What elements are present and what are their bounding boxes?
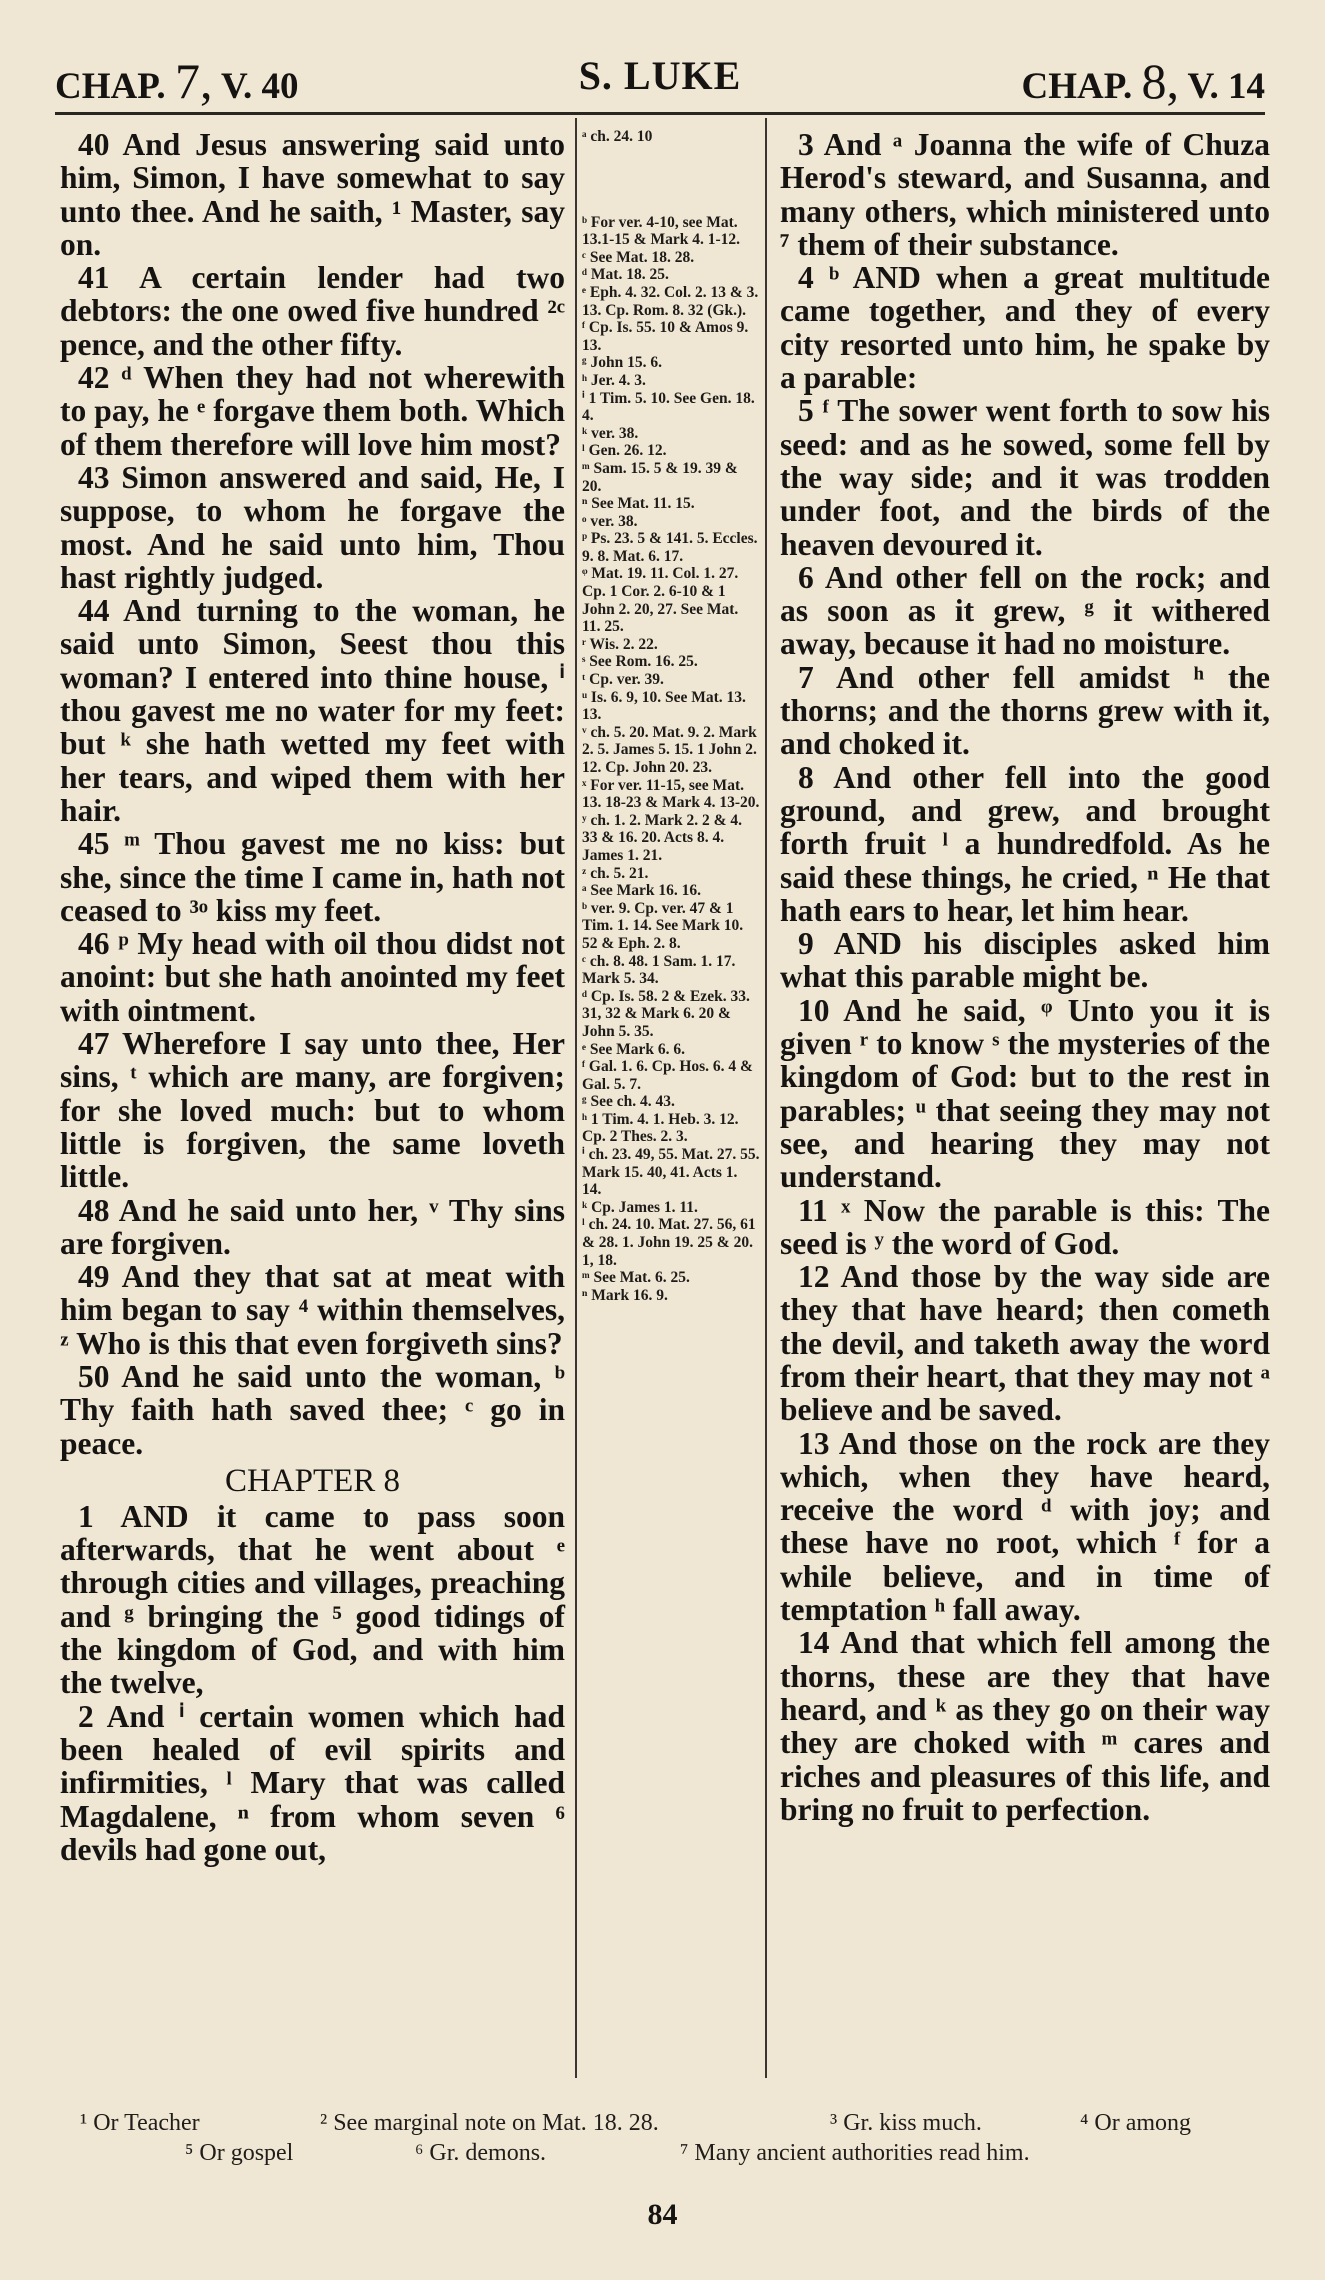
verse: 50 And he said unto the woman, ᵇ Thy faith hath saved thee; ᶜ go in peace. — [60, 1358, 565, 1461]
cross-reference — [582, 163, 760, 180]
cross-reference: ᵒ ver. 38. — [582, 512, 638, 530]
cross-reference: ᶻ ch. 5. 21. — [582, 864, 649, 882]
footnote-5: ⁵ Or gospel — [185, 2140, 294, 2166]
verse: 8 And other fell into the good ground, and grew, and brought forth fruit ˡ a hundredfold. As he said these things, he cried, ⁿ He that hath ears to hear, let him hear. — [780, 759, 1270, 928]
cross-reference: ⁱ ch. 23. 49, 55. Mat. 27. 55. Mark 15. 40, 41. Acts 1. 14. — [582, 1146, 760, 1199]
cross-reference — [582, 197, 760, 214]
left-text-column — [60, 128, 565, 1866]
footnote-6: ⁶ Gr. demons. — [415, 2140, 547, 2166]
cross-reference: ᶜ ch. 8. 48. 1 Sam. 1. 17. Mark 5. 34. — [582, 952, 736, 988]
cross-reference: ˡ ch. 24. 10. Mat. 27. 56, 61 & 28. 1. John 19. 25 & 20. 1, 18. — [582, 1216, 756, 1269]
cross-reference: ᵗ Cp. ver. 39. — [582, 671, 664, 689]
cross-reference: ˡ Gen. 26. 12. — [582, 442, 667, 460]
cross-reference: ᵐ See Mat. 6. 25. — [582, 1269, 690, 1287]
cross-reference: ᵏ ver. 38. — [582, 424, 639, 442]
verse: 14 And that which fell among the thorns, these are they that have heard, and ᵏ as they go on their way they are choked with ᵐ cares and riches and pleasures of this life, and bring no fruit to perfection. — [780, 1625, 1270, 1827]
cross-reference: ᶠ Gal. 1. 6. Cp. Hos. 6. 4 & Gal. 5. 7. — [582, 1058, 753, 1093]
cross-reference: ⁱ 1 Tim. 5. 10. See Gen. 18. 4. — [582, 389, 755, 425]
header-left-chapter: 7, — [174, 53, 213, 109]
header-right-chapter: 8, — [1141, 53, 1179, 109]
cross-reference — [582, 146, 760, 163]
verse: 40 And Jesus answering said unto him, Simon, I have somewhat to say unto thee. And he saith, ¹ Master, say on. — [60, 127, 565, 262]
verse: 5 ᶠ The sower went forth to sow his seed: and as he sowed, some fell by the way side; and it was trodden under foot, and the birds of the heaven devoured it. — [780, 393, 1270, 562]
column-divider-left — [575, 118, 577, 2078]
verse: 49 And they that sat at meat with him began to say ⁴ within themselves, ᶻ Who is this that even forgiveth sins? — [60, 1259, 565, 1361]
footnote-row-2 — [70, 2138, 1260, 2168]
verse: 3 And ᵃ Joanna the wife of Chuza Herod's steward, and Susanna, and many others, which ministered unto ⁷ them of their substance. — [780, 127, 1270, 262]
cross-reference: ʰ 1 Tim. 4. 1. Heb. 3. 12. Cp. 2 Thes. 2. 3. — [582, 1110, 739, 1146]
cross-reference: ᵖ Ps. 23. 5 & 141. 5. Eccles. 9. 8. Mat. 6. 17. — [582, 530, 758, 565]
verse: 48 And he said unto her, ᵛ Thy sins are forgiven. — [60, 1192, 565, 1261]
cross-reference: ˣ For ver. 11-15, see Mat. 13. 18-23 & Mark 4. 13-20. — [582, 776, 760, 812]
cross-reference: ᵉ Eph. 4. 32. Col. 2. 13 & 3. 13. Cp. Rom. 8. 32 (Gk.). — [582, 283, 759, 319]
header-left-prefix: CHAP. — [55, 66, 166, 107]
verse: 47 Wherefore I say unto thee, Her sins, ᵗ which are many, are forgiven; for she loved much: but to whom little is forgiven, the same loveth little. — [60, 1026, 565, 1195]
verse: 7 And other fell amidst ʰ the thorns; and the thorns grew with it, and choked it. — [780, 659, 1270, 762]
verse: 11 ˣ Now the parable is this: The seed is ʸ the word of God. — [780, 1192, 1270, 1261]
header-rule — [55, 112, 1265, 115]
footnote-row-1 — [70, 2108, 1260, 2138]
header-right-prefix: CHAP. — [1021, 66, 1133, 107]
cross-reference-column — [582, 128, 760, 1304]
header-left-verse: V. 40 — [221, 66, 299, 107]
book-title: S. LUKE — [578, 53, 742, 98]
verse: 45 ᵐ Thou gavest me no kiss: but she, since the time I came in, hath not ceased to ³ᵒ kiss my feet. — [60, 826, 565, 928]
cross-reference: ᵐ Sam. 15. 5 & 19. 39 & 20. — [582, 459, 738, 495]
cross-reference: ᵃ See Mark 16. 16. — [582, 882, 702, 900]
chapter-heading: CHAPTER 8 — [224, 1462, 401, 1499]
running-header — [55, 52, 1265, 108]
verse: 1 AND it came to pass soon afterwards, that he went about ᵉ through cities and villages, preaching and ᵍ bringing the ⁵ good tidings of the kingdom of God, and with him the twelve, — [60, 1498, 565, 1701]
cross-reference: ᵈ Mat. 18. 25. — [582, 266, 669, 284]
cross-reference: ʸ ch. 1. 2. Mark 2. 2 & 4. 33 & 16. 20. Acts 8. 4. James 1. 21. — [582, 811, 743, 864]
verse: 12 And those by the way side are they that have heard; then cometh the devil, and taketh away the word from their heart, that they may not ᵃ believe and be saved. — [780, 1259, 1270, 1428]
cross-reference: ᵉ See Mark 6. 6. — [582, 1040, 686, 1058]
cross-reference: ⁿ See Mat. 11. 15. — [582, 495, 695, 513]
cross-reference: ᶠ Cp. Is. 55. 10 & Amos 9. 13. — [582, 319, 749, 354]
verse: 10 And he said, ᵠ Unto you it is given ʳ to know ˢ the mysteries of the kingdom of God: but to the rest in parables; ᵘ that seeing they may not see, and hearing they may not understand. — [780, 992, 1270, 1195]
footnote-3: ³ Gr. kiss much. — [830, 2110, 982, 2136]
cross-reference — [582, 180, 760, 197]
cross-reference: ᶜ See Mat. 18. 28. — [582, 248, 695, 266]
verse: 4 ᵇ AND when a great multitude came together, and they of every city resorted unto him, he spake by a parable: — [780, 260, 1270, 396]
verse: 13 And those on the rock are they which, when they have heard, receive the word ᵈ with joy; and these have no root, which ᶠ for a while believe, and in time of temptation ʰ fall away. — [780, 1425, 1270, 1628]
verse: 2 And ⁱ certain women which had been healed of evil spirits and infirmities, ˡ Mary that was called Magdalene, ⁿ from whom seven ⁶ devils had gone out, — [60, 1698, 565, 1867]
cross-reference: ᵍ John 15. 6. — [582, 354, 662, 372]
footnote-1: ¹ Or Teacher — [80, 2110, 200, 2136]
cross-reference: ⁿ Mark 16. 9. — [582, 1286, 668, 1304]
cross-reference: ᵍ See ch. 4. 43. — [582, 1093, 675, 1111]
cross-reference: ᵃ ch. 24. 10 — [582, 128, 653, 145]
cross-reference: ᵇ ver. 9. Cp. ver. 47 & 1 Tim. 1. 14. See Mark 10. 52 & Eph. 2. 8. — [582, 899, 744, 952]
page-number: 84 — [647, 2198, 678, 2231]
verse: 46 ᵖ My head with oil thou didst not anoint: but she hath anointed my feet with ointment. — [60, 926, 565, 1028]
cross-reference: ᵠ Mat. 19. 11. Col. 1. 27. Cp. 1 Cor. 2. 6-10 & 1 John 2. 20, 27. See Mat. 11. 25. — [582, 565, 739, 636]
cross-reference: ᵛ ch. 5. 20. Mat. 9. 2. Mark 2. 5. James 5. 15. 1 John 2. 12. Cp. John 20. 23. — [582, 723, 757, 776]
verse: 42 ᵈ When they had not wherewith to pay, he ᵉ forgave them both. Which of them therefore will love him most? — [60, 360, 565, 462]
header-right-ref — [1022, 52, 1265, 110]
footnote-4: ⁴ Or among — [1080, 2110, 1192, 2136]
verse: 43 Simon answered and said, He, I suppose, to whom he forgave the most. And he said unto him, Thou hast rightly judged. — [60, 459, 565, 595]
cross-reference: ᵈ Cp. Is. 58. 2 & Ezek. 33. 31, 32 & Mark 6. 20 & John 5. 35. — [582, 987, 750, 1040]
verse: 6 And other fell on the rock; and as soon as it grew, ᵍ it withered away, because it had no moisture. — [780, 559, 1270, 662]
cross-reference: ʳ Wis. 2. 22. — [582, 635, 658, 653]
cross-reference: ʰ Jer. 4. 3. — [582, 371, 646, 389]
left-verses-chapter-7 — [60, 128, 565, 1460]
footnotes — [70, 2108, 1260, 2168]
header-right-verse: V. 14 — [1187, 66, 1265, 107]
column-divider-right — [765, 118, 767, 2078]
footnote-2: ² See marginal note on Mat. 18. 28. — [320, 2110, 659, 2136]
cross-reference: ˢ See Rom. 16. 25. — [582, 653, 698, 671]
cross-reference: ᵘ Is. 6. 9, 10. See Mat. 13. 13. — [582, 688, 746, 724]
left-verses-chapter-8 — [60, 1500, 565, 1866]
verse: 44 And turning to the woman, he said unto Simon, Seest thou this woman? I entered into thine house, ⁱ thou gavest me no water for my feet: but ᵏ she hath wetted my feet with her tears, and wiped them with her hair. — [60, 593, 565, 828]
cross-reference: ᵏ Cp. James 1. 11. — [582, 1198, 698, 1216]
verse: 9 AND his disciples asked him what this parable might be. — [780, 926, 1270, 995]
footnote-7: ⁷ Many ancient authorities read him. — [680, 2140, 1030, 2166]
verse: 41 A certain lender had two debtors: the one owed five hundred ²ᶜ pence, and the other fifty. — [60, 260, 565, 362]
cross-reference: ᵇ For ver. 4-10, see Mat. 13.1-15 & Mark 4. 1-12. — [582, 213, 740, 249]
right-text-column — [780, 128, 1270, 1826]
